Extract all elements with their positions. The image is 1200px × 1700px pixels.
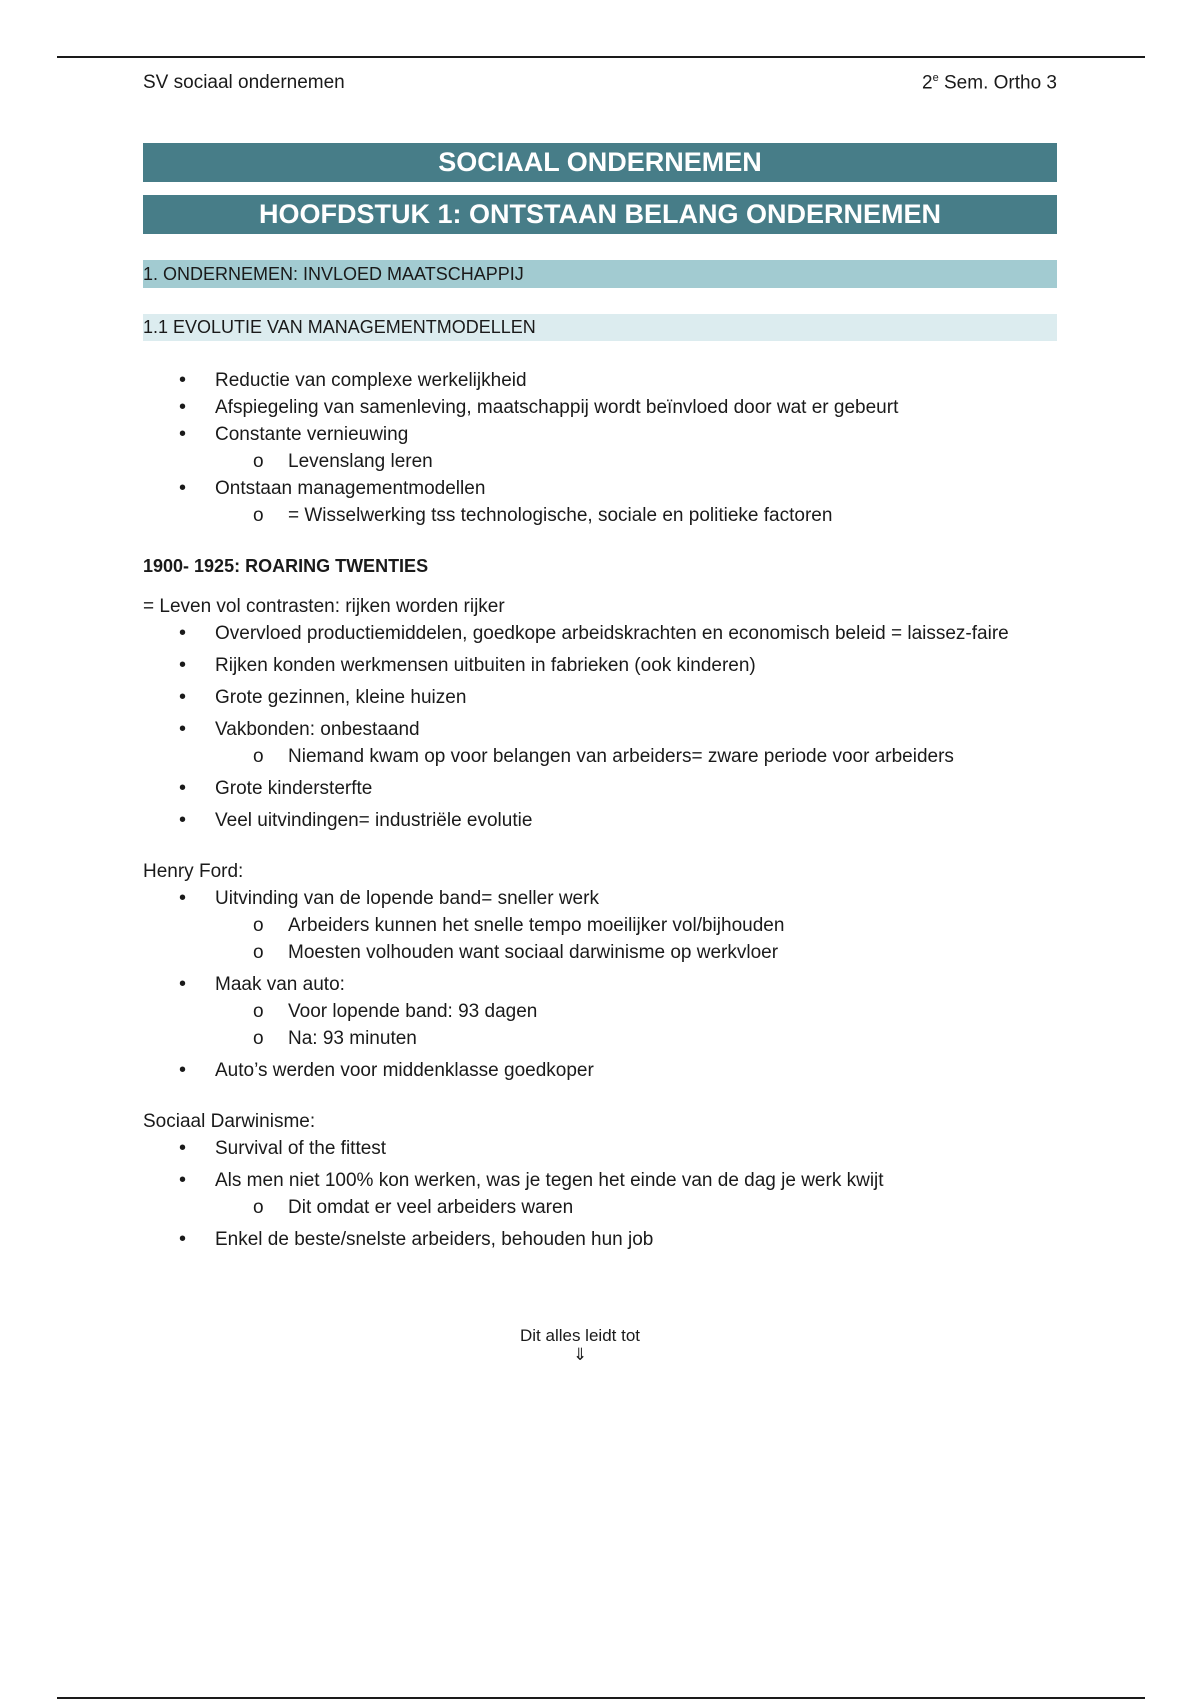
list-item: • Afspiegeling van samenleving, maatschappij wordt beïnvloed door wat er gebeurt bbox=[143, 394, 1057, 421]
sub-list-item: o Moesten volhouden want sociaal darwinisme op werkvloer bbox=[143, 939, 1057, 966]
list-item: • Rijken konden werkmensen uitbuiten in fabrieken (ook kinderen) bbox=[143, 652, 1057, 679]
social-darwinism-list bbox=[143, 1135, 1057, 1253]
list-item: • Als men niet 100% kon werken, was je tegen het einde van de dag je werk kwijt bbox=[143, 1167, 1057, 1194]
conclusion-text: Dit alles leidt tot bbox=[520, 1326, 640, 1345]
management-models-list bbox=[143, 367, 1057, 529]
chapter-title: HOOFDSTUK 1: ONTSTAAN BELANG ONDERNEMEN bbox=[143, 195, 1057, 234]
sub-list-item: o Na: 93 minuten bbox=[143, 1025, 1057, 1052]
header-right-prefix: 2 bbox=[922, 72, 933, 94]
list-item: • Enkel de beste/snelste arbeiders, behouden hun job bbox=[143, 1226, 1057, 1253]
sub-list-item: o Niemand kwam op voor belangen van arbeiders= zware periode voor arbeiders bbox=[143, 743, 1057, 770]
list-item: • Ontstaan managementmodellen bbox=[143, 475, 1057, 502]
list-item: • Maak van auto: bbox=[143, 971, 1057, 998]
list-item: • Survival of the fittest bbox=[143, 1135, 1057, 1162]
header-left: SV sociaal ondernemen bbox=[143, 72, 345, 93]
social-darwinism-heading: Sociaal Darwinisme: bbox=[143, 1111, 316, 1132]
sub-list-item: o = Wisselwerking tss technologische, sociale en politieke factoren bbox=[143, 502, 1057, 529]
arrow-down-icon: ⇓ bbox=[572, 1345, 588, 1364]
roaring-twenties-list bbox=[143, 620, 1057, 834]
section-1-heading: 1. ONDERNEMEN: INVLOED MAATSCHAPPIJ bbox=[143, 260, 1057, 288]
list-item: • Grote gezinnen, kleine huizen bbox=[143, 684, 1057, 711]
list-item: • Constante vernieuwing bbox=[143, 421, 1057, 448]
footer-rule bbox=[57, 1697, 1145, 1699]
henry-ford-heading: Henry Ford: bbox=[143, 861, 244, 882]
list-item: • Vakbonden: onbestaand bbox=[143, 716, 1057, 743]
sub-list-item: o Voor lopende band: 93 dagen bbox=[143, 998, 1057, 1025]
list-item: • Uitvinding van de lopende band= sneller werk bbox=[143, 885, 1057, 912]
conclusion bbox=[0, 1326, 1160, 1364]
list-item: • Grote kindersterfte bbox=[143, 775, 1057, 802]
list-item: • Veel uitvindingen= industriële evolutie bbox=[143, 807, 1057, 834]
roaring-twenties-intro: = Leven vol contrasten: rijken worden rijker bbox=[143, 596, 505, 617]
section-1-1-heading: 1.1 EVOLUTIE VAN MANAGEMENTMODELLEN bbox=[143, 314, 1057, 341]
list-item: • Auto’s werden voor middenklasse goedkoper bbox=[143, 1057, 1057, 1084]
list-item: • Overvloed productiemiddelen, goedkope arbeidskrachten en economisch beleid = laissez-faire bbox=[143, 620, 1057, 647]
sub-list-item: o Levenslang leren bbox=[143, 448, 1057, 475]
sub-list-item: o Dit omdat er veel arbeiders waren bbox=[143, 1194, 1057, 1221]
header-right bbox=[922, 72, 1057, 94]
header-right-sup: e bbox=[932, 72, 939, 84]
list-item: • Reductie van complexe werkelijkheid bbox=[143, 367, 1057, 394]
main-title: SOCIAAL ONDERNEMEN bbox=[143, 143, 1057, 182]
document-body bbox=[143, 143, 1057, 1253]
header-rule bbox=[57, 56, 1145, 58]
header-right-suffix: Sem. Ortho 3 bbox=[938, 72, 1057, 94]
roaring-twenties-heading: 1900- 1925: ROARING TWENTIES bbox=[143, 556, 429, 576]
sub-list-item: o Arbeiders kunnen het snelle tempo moeilijker vol/bijhouden bbox=[143, 912, 1057, 939]
henry-ford-list bbox=[143, 885, 1057, 1084]
